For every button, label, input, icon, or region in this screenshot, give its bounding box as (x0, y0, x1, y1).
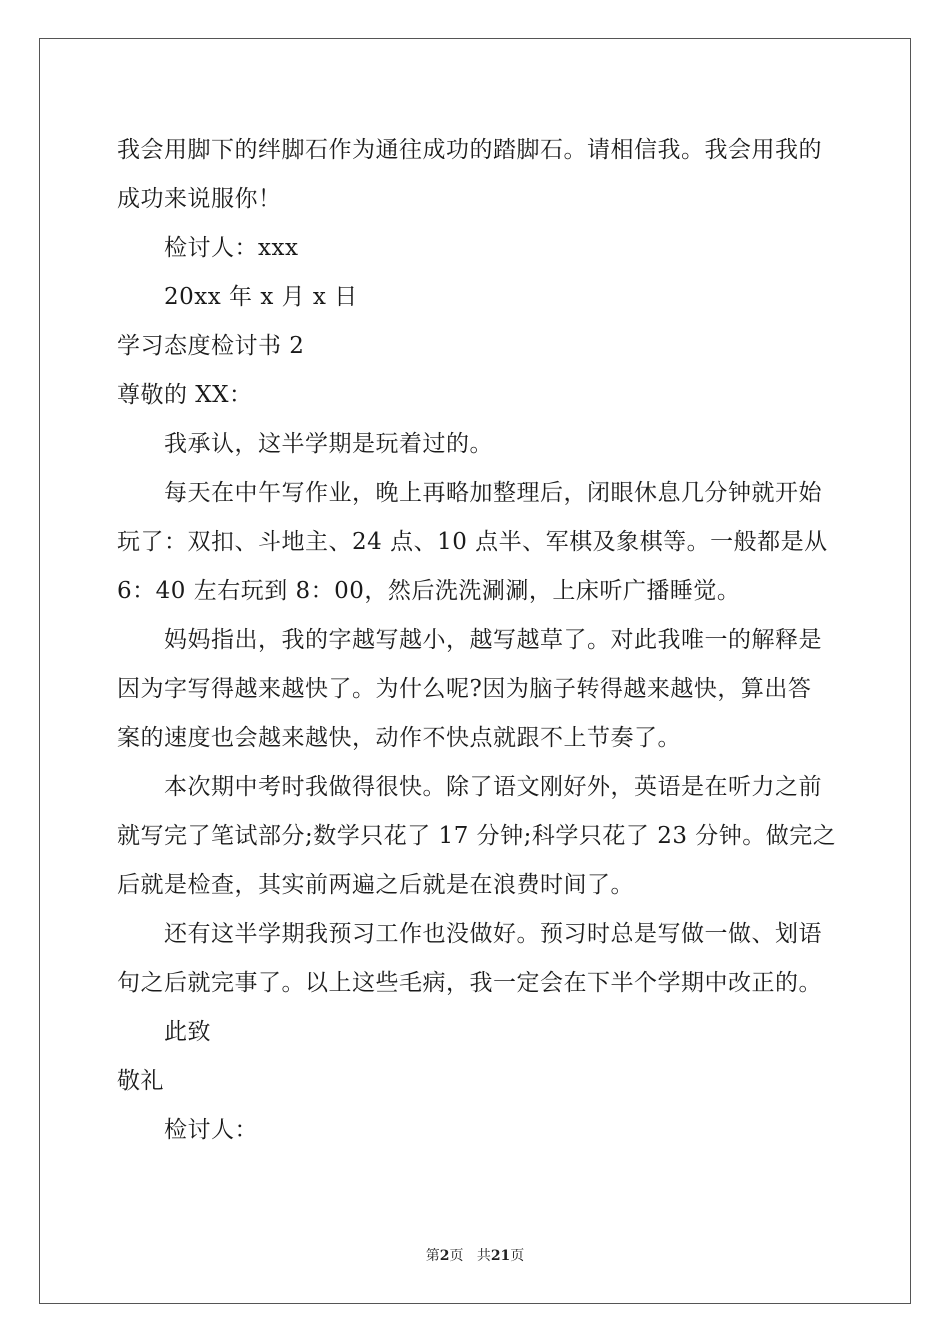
text-line: 案的速度也会越来越快，动作不快点就跟不上节奏了。 (117, 725, 681, 751)
footer-total-pages: 21 (490, 1248, 511, 1264)
salutation: 尊敬的 XX： (117, 382, 253, 408)
closing-line: 此致 (164, 1019, 211, 1045)
text-line: 每天在中午写作业，晚上再略加整理后，闭眼休息几分钟就开始 (164, 480, 822, 506)
footer-prefix: 第 (425, 1248, 440, 1264)
text-line: 成功来说服你！ (117, 186, 282, 212)
text-line: 本次期中考时我做得很快。除了语文刚好外，英语是在听力之前 (164, 774, 822, 800)
text-line: 我会用脚下的绊脚石作为通往成功的踏脚石。请相信我。我会用我的 (117, 137, 822, 163)
text-line: 就写完了笔试部分;数学只花了 17 分钟;科学只花了 23 分钟。做完之 (117, 823, 837, 849)
footer-page-suffix: 页 (449, 1248, 464, 1264)
text-line: 后就是检查，其实前两遍之后就是在浪费时间了。 (117, 872, 634, 898)
text-line: 还有这半学期我预习工作也没做好。预习时总是写做一做、划语 (164, 921, 822, 947)
signer-line: 检讨人：xxx (164, 235, 299, 261)
text-line: 句之后就完事了。以上这些毛病，我一定会在下半个学期中改正的。 (117, 970, 822, 996)
document-body (117, 126, 837, 1155)
section-title: 学习态度检讨书 2 (117, 333, 305, 359)
text-line: 玩了：双扣、斗地主、24 点、10 点半、军棋及象棋等。一般都是从 (117, 529, 828, 555)
signer-line: 检讨人： (164, 1117, 258, 1143)
footer-page-number: 2 (439, 1248, 450, 1264)
text-line: 我承认，这半学期是玩着过的。 (164, 431, 493, 457)
closing-line: 敬礼 (117, 1068, 164, 1094)
footer-total-suffix: 页 (510, 1248, 525, 1264)
text-line: 6：40 左右玩到 8：00，然后洗洗涮涮，上床听广播睡觉。 (117, 578, 741, 604)
text-line: 妈妈指出，我的字越写越小，越写越草了。对此我唯一的解释是 (164, 627, 822, 653)
page-footer (0, 1245, 950, 1265)
footer-total-prefix: 共 (476, 1248, 491, 1264)
text-line: 因为字写得越来越快了。为什么呢?因为脑子转得越来越快，算出答 (117, 676, 812, 702)
date-line: 20xx 年 x 月 x 日 (164, 284, 358, 310)
